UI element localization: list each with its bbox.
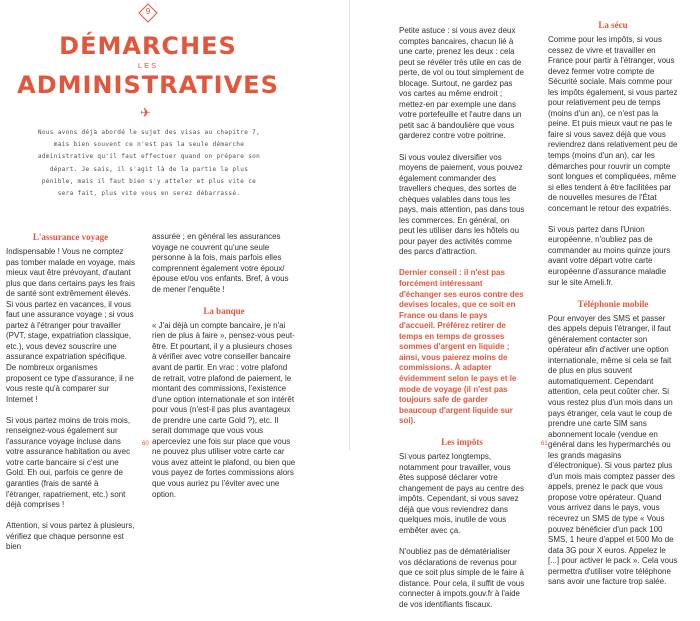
chapter-badge bbox=[138, 3, 158, 23]
heading-secu: La sécu bbox=[598, 20, 628, 30]
paragraph: Comme pour les impôts, si vous cessez de vivre et travailler en France pour partir à l'étranger, vous devez fermer votre compte de Sécurité sociale. Mais comme pour les impôts également, si vous partez pour relativement peu de temps (moins d'un an), ce n'est pas la peine. Et puis mieux vaut ne pas le faire si vous savez déjà que vous reviendrez dans relativement peu de temps (moins d'un an), car les démarches pour rouvrir un compte sont longues et compliquées, même si elles tendent à être facilitées par de nouvelles mesures de l'État concernant le retour des expatriés. bbox=[548, 35, 678, 213]
heading-banque: La banque bbox=[203, 305, 245, 316]
title-connector: LES bbox=[137, 61, 159, 70]
left-page bbox=[0, 0, 350, 552]
paragraph: Si vous partez dans l'Union européenne, n'oubliez pas de commander au moins quinze jours avant votre départ votre carte européenne d'assurance maladie sur le site Ameli.fr. bbox=[548, 224, 671, 287]
column-2 bbox=[152, 232, 296, 511]
paragraph: Petite astuce : si vous avez deux comptes bancaires, chacun lié à une carte, prenez les deux : cela peut se révéler très utile en cas de perte, de vol ou tout simplement de blocage. Surtout, ne gardez pas vos cartes au même endroit ; mettez-en par exemple une dans votre portefeuille et l'autre dans un petit sac à bandoulière que vous garderez contre votre poitrine. bbox=[399, 26, 524, 141]
right-page bbox=[350, 0, 700, 609]
paragraph: Si vous partez longtemps, notamment pour travailler, vous êtes supposé déclarer votre changement de pays au centre des impôts. Cependant, si vous savez déjà que vous reviendrez dans quelques mois, inutile de vous embêter avec ça. bbox=[399, 452, 524, 536]
paragraph: « J'ai déjà un compte bancaire, je n'ai rien de plus à faire », pensez-vous peut-être. Et pourtant, il y a plusieurs choses à vérifier avec votre conseiller bancaire avant de partir. En vrac : votre plafond de retrait, votre plafond de paiement, le montant des commissions, l'existence d'une option internationale et son intérêt pour vous (n'est-il pas plus avantageux de prendre une carte Gold ?), etc. Il serait dommage que vous vous aperceviez une fois sur place que vous ne pouvez plus utiliser votre carte car vous avez atteint le plafond, ou bien que vous payez de fortes commissions alors que vous auriez pu l'éviter avec une option. bbox=[152, 320, 296, 499]
paragraph: N'oubliez pas de dématérialiser vos déclarations de revenus pour que ce soit plus simple de le faire à distance. Pour cela, il suffit de vous connecter à impots.gouv.fr à l'aide de vos identifiants fiscaux. bbox=[399, 547, 525, 609]
column-1 bbox=[6, 232, 135, 563]
paragraph: assurée ; en général les assurances voyage ne couvrent qu'une seule personne à la fois, mais parfois elles comprennent également votre époux/épouse et/ou vos enfants. Bref, à vous de mener l'enquête ! bbox=[152, 232, 289, 294]
paragraph: Si vous voulez diversifier vos moyens de paiement, vous pouvez également commander des travellers cheques, des sortes de chèques valables dans tous les pays, mais attention, pas dans tous les commerces. En général, on peut les utiliser dans les hôtels ou pour payer des activités comme des parcs d'attraction. bbox=[399, 152, 525, 257]
paragraph: Pour envoyer des SMS et passer des appels depuis l'étranger, il faut généralement contacter son opérateur afin d'activer une option internationale, même si cela se fait de plus en plus souvent automatiquement. Cependant attention, cela peut coûter cher. Si vous restez plus d'un mois dans un pays étranger, cela vaut le coup de prendre une carte SIM sans abonnement locale (vendue en général dans les hypermarchés ou les grands magasins d'électronique). Si vous partez plus d'un mois mais comptez passer des appels, prenez le pack que vous propose votre opérateur. Quand vous arrivez dans le pays, vous recevrez un SMS de type « Vous pouvez bénéficier d'un pack 100 SMS, 1 heure d'appel et 500 Mo de data 3G pour X euros. Appelez le [...] pour activer le pack ». Cela vous permettra d'utiliser votre téléphone sans avoir une facture trop salée. bbox=[548, 313, 678, 587]
column-3 bbox=[399, 26, 525, 621]
paragraph: Si vous partez moins de trois mois, renseignez-vous également sur l'assurance voyage incluse dans votre assurance habitation ou avec votre carte bancaire si c'est une Gold. Eh oui, parfois ce genre de garanties (frais de santé à l'étranger, rapatriement, etc.) sont déjà comprises ! bbox=[6, 415, 131, 510]
title-line-2: ADMINISTRATIVES bbox=[17, 71, 279, 99]
title-line-1: DÉMARCHES bbox=[59, 32, 237, 60]
column-4 bbox=[548, 20, 678, 598]
paragraph: Attention, si vous partez à plusieurs, vérifiez que chaque personne est bien bbox=[6, 521, 135, 552]
highlight-paragraph: Dernier conseil : il n'est pas forcément intéressant d'échanger ses euros contre des devises locales, que ce soit en France ou dans le pays d'accueil. Préférez retirer de temps en temps de grosses sommes d'argent en liquide ; ainsi, vous paierez moins de commissions. À adapter évidemment selon le pays et le mode de voyage (il n'est pas toujours safe de garder beaucoup d'argent liquide sur soi). bbox=[399, 268, 524, 426]
chapter-number: 9 bbox=[145, 7, 151, 16]
page-number-left: 60 bbox=[142, 441, 149, 447]
paragraph: Indispensable ! Vous ne comptez pas tomber malade en voyage, mais mieux vaut être prévoyant, d'autant plus que dans certains pays les frais de santé sont extrêmement élevés. Si vous partez en vacances, il vous faut une assurance voyage ; si vous partez à l'étranger pour travailler (PVT, stage, expatriation classique, etc.), vous devez souscrire une assurance expatriation spécifique. De nombreux organismes proposent ce type d'assurance, il ne vous reste qu'à comparer sur Internet ! bbox=[6, 247, 135, 404]
heading-telephonie: Téléphonie mobile bbox=[577, 298, 649, 309]
heading-impots: Les impôts bbox=[441, 437, 483, 448]
intro-paragraph: Nous avons déjà abordé le sujet des visas au chapitre 7, mais bien souvent ce n'est pas la seule démarche administrative qu'il faut effectuer quand on prépare son départ. Je sais, il s'agit là de la partie la plus pénible, mais il faut bien s'y atteler et plus vite ce sera fait, plus vite vous en serez débarrassé. bbox=[37, 129, 261, 198]
page-number-right: 61 bbox=[541, 441, 548, 447]
airplane-icon: ✈ bbox=[140, 105, 151, 120]
heading-assurance: L'assurance voyage bbox=[32, 232, 109, 242]
